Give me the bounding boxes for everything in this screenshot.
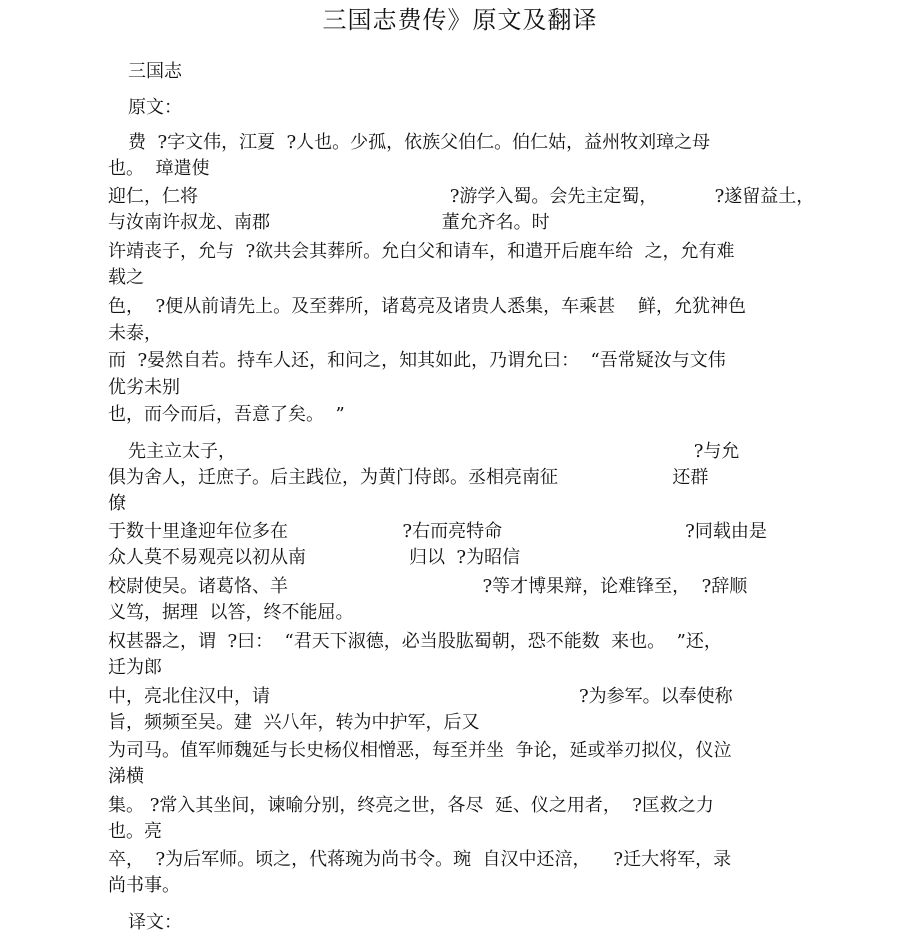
text-line: 三国志 (128, 61, 182, 82)
text-line: 僚 (108, 493, 126, 514)
section-heading-translation: 译文： (128, 912, 182, 933)
page-title: 三国志费传》原文及翻译 (322, 6, 598, 34)
text-line: 费 ?字文伟，江夏 ?人也。少孤，依族父伯仁。伯仁姑，益州牧刘璋之母 (128, 132, 711, 153)
text-line: 优劣未别 (108, 377, 180, 398)
text-line: 旨，频频至吴。建 兴八年，转为中护军，后又 (108, 712, 480, 733)
text-line: 也。 璋遣使 (108, 158, 210, 179)
text-line: 权甚器之，谓 ?曰： “君天下淑德，必当股肱蜀朝，恐不能数 来也。 ”还， (108, 631, 722, 652)
text-line: 尚书事。 (108, 875, 180, 896)
text-line: 而 ?晏然自若。持车人还，和问之，知其如此，乃谓允曰： “吾常疑汝与文伟 (108, 350, 726, 371)
text-line: 也，而今而后，吾意了矣。 ” (108, 404, 345, 425)
text-line: 为司马。值军师魏延与长史杨仪相憎恶，每至并坐 争论，延或举刃拟仪，仪泣 (108, 740, 732, 761)
text-line: 许靖丧子，允与 ?欲共会其葬所。允白父和请车，和遣开后鹿车给 之，允有难 (108, 241, 735, 262)
text-line: 先主立太子， ?与允 (128, 441, 740, 462)
text-line: 迎仁，仁将 ?游学入蜀。会先主定蜀， ?遂留益土， (108, 186, 815, 207)
text-line: 未泰， (108, 323, 162, 344)
text-line: 迁为郎 (108, 657, 162, 678)
text-line: 与汝南许叔龙、南郡 董允齐名。时 (108, 212, 550, 233)
text-line: 也。亮 (108, 821, 162, 842)
text-line: 集。 ?常入其坐间，谏喻分别，终亮之世，各尽 延、仪之用者， ?匡救之力 (108, 795, 714, 816)
text-line: 中，亮北住汉中，请 ?为参军。以奉使称 (108, 686, 733, 707)
text-line: 载之 (108, 267, 144, 288)
text-line: 原文： (128, 97, 182, 118)
text-line: 义笃，据理 以答，终不能屈。 (108, 602, 354, 623)
text-line: 涕横 (108, 766, 144, 787)
text-line: 于数十里逢迎年位多在 ?右而亮特命 ?同载由是 (108, 521, 767, 542)
text-line: 众人莫不易观亮以初从南 归以 ?为昭信 (108, 547, 521, 568)
text-line: 色， ?便从前请先上。及至葬所，诸葛亮及诸贵人悉集，车乘甚 鲜，允犹神色 (108, 296, 746, 317)
text-line: 卒， ?为后军师。顷之，代蒋琬为尚书令。琬 自汉中还涪， ?迁大将军，录 (108, 849, 732, 870)
text-line: 校尉使吴。诸葛恪、羊 ?等才博果辩，论难锋至， ?辞顺 (108, 576, 748, 597)
text-line: 俱为舍人，迁庶子。后主践位，为黄门侍郎。丞相亮南征 还群 (108, 467, 709, 488)
